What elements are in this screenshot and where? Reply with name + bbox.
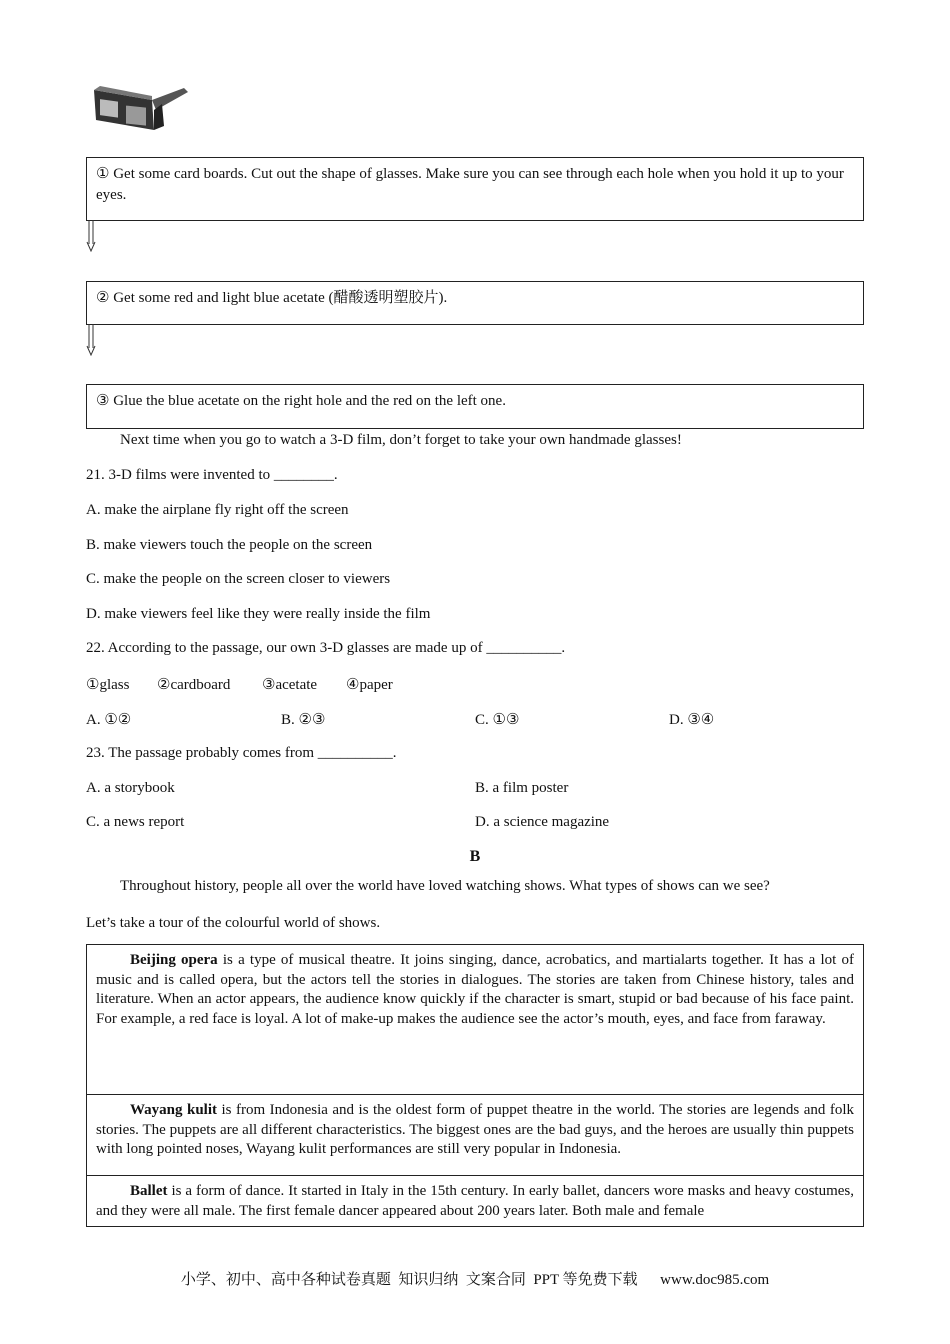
material-item: ④paper	[346, 677, 393, 693]
q22-option-b: B. ②③	[281, 712, 326, 728]
show-row-wayang-kulit	[87, 1095, 863, 1176]
closing-line: Next time when you go to watch a 3-D film, don’t forget to take your own handmade glasses!	[120, 432, 682, 448]
shows-table	[86, 944, 864, 1227]
material-item: ③acetate	[262, 677, 318, 693]
page-footer	[0, 1268, 950, 1289]
down-arrow-icon	[86, 324, 96, 356]
show-row-beijing-opera	[87, 945, 863, 1095]
q22-option-a: A. ①②	[86, 712, 132, 728]
q23-option-b: B. a film poster	[475, 780, 569, 796]
step-box-3	[86, 384, 864, 429]
footer-text: 小学、初中、高中各种试卷真题 知识归纳 文案合同 PPT 等免费下载 www.doc985.com	[180, 1272, 770, 1288]
q21-option-b: B. make viewers touch the people on the screen	[86, 537, 373, 553]
step-box-1	[86, 157, 864, 221]
show-name: Beijing opera	[130, 952, 218, 968]
section-b-intro-line2: Let’s take a tour of the colourful world of shows.	[86, 915, 381, 931]
question-23-stem: 23. The passage probably comes from __________.	[86, 745, 397, 761]
q22-option-d: D. ③④	[669, 712, 715, 728]
show-description: is a type of musical theatre. It joins singing, dance, acrobatics, and martialarts together. It has a lot of music and is called opera, but the actors tell the stories in dialogues. The stories are taken from Chinese history, tales and literature. When an actor appears, the audience know quickly if the character is smart, stupid or bad because of his face paint. For example, a red face is loyal. A lot of make-up makes the audience see the actor’s mouth, eyes, and face from faraway.	[96, 952, 854, 1027]
question-22-stem: 22. According to the passage, our own 3-D glasses are made up of __________.	[86, 640, 566, 656]
3d-glasses-illustration	[92, 80, 192, 140]
q23-option-c: C. a news report	[86, 814, 185, 830]
q21-option-a: A. make the airplane fly right off the screen	[86, 502, 349, 518]
section-b-heading: B	[469, 848, 481, 865]
show-name: Wayang kulit	[130, 1102, 218, 1118]
step-text: ① Get some card boards. Cut out the shape of glasses. Make sure you can see through each hole when you hold it up to your eyes.	[96, 166, 844, 203]
show-description: is a form of dance. It started in Italy in the 15th century. In early ballet, dancers wore masks and heavy costumes, and they were all male. The first female dancer appeared about 200 years later. Both male and female	[96, 1183, 854, 1219]
question-21-stem: 21. 3-D films were invented to ________.	[86, 467, 338, 483]
down-arrow-icon	[86, 220, 96, 252]
step-text: ③ Glue the blue acetate on the right hole and the red on the left one.	[96, 393, 506, 409]
step-box-2	[86, 281, 864, 325]
section-b-intro-line1: Throughout history, people all over the world have loved watching shows. What types of shows can we see?	[120, 878, 770, 894]
q23-option-a: A. a storybook	[86, 780, 175, 796]
material-item: ①glass	[86, 677, 130, 693]
show-row-ballet	[87, 1176, 863, 1226]
q22-option-c: C. ①③	[475, 712, 520, 728]
step-text: ② Get some red and light blue acetate (醋酸透明塑胶片).	[96, 290, 448, 306]
show-description: is from Indonesia and is the oldest form of puppet theatre in the world. The stories are legends and folk stories. The puppets are all different characteristics. The biggest ones are the bad guys, and the heroes are usually thin puppets with long pointed noses, Wayang kulit performances are still very popular in Indonesia.	[96, 1102, 855, 1157]
material-item: ②cardboard	[157, 677, 231, 693]
q23-option-d: D. a science magazine	[475, 814, 610, 830]
q21-option-c: C. make the people on the screen closer to viewers	[86, 571, 391, 587]
show-name: Ballet	[130, 1183, 168, 1199]
q21-option-d: D. make viewers feel like they were really inside the film	[86, 606, 431, 622]
